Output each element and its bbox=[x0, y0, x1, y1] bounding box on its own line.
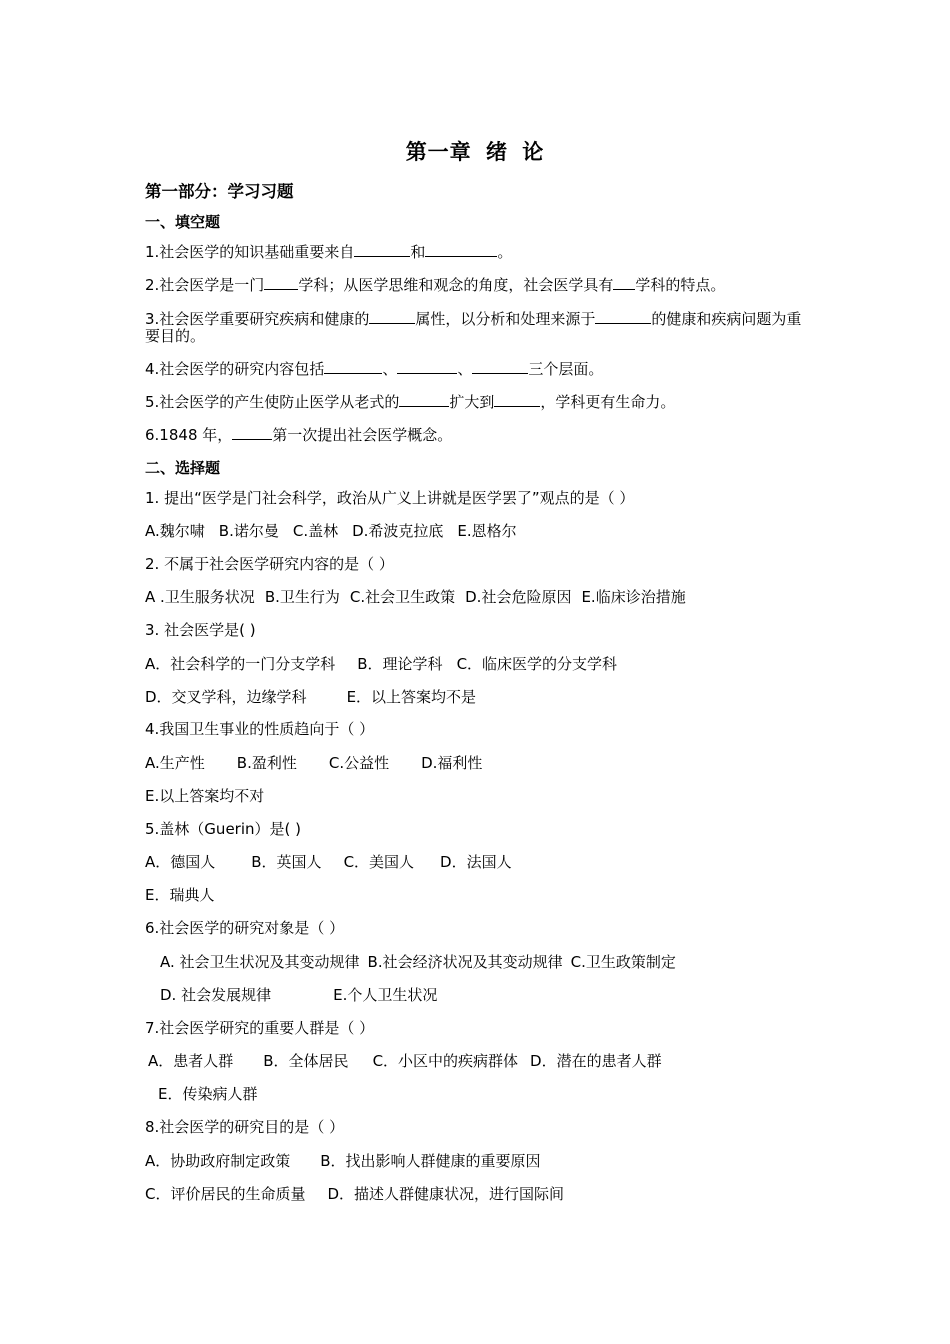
choice-options-row bbox=[145, 1185, 564, 1203]
choice-options-row bbox=[160, 986, 437, 1004]
choice-options-row bbox=[158, 1085, 257, 1103]
part-heading: 第一部分：学习习题 bbox=[145, 182, 294, 201]
choice-option[interactable]: E．以上答案均不是 bbox=[346, 688, 477, 706]
question-text: 属性，以分析和处理来源于 bbox=[415, 310, 596, 328]
choice-option[interactable]: B．找出影响人群健康的重要原因 bbox=[320, 1152, 541, 1170]
question-text: 的健康和疾病问题为重要目的。 bbox=[145, 310, 802, 345]
choice-option[interactable]: B．理论学科 bbox=[357, 655, 443, 673]
question-text: 1.社会医学的知识基础重要来自 bbox=[145, 243, 355, 261]
choice-option[interactable]: C.社会卫生政策 bbox=[349, 588, 456, 606]
question-text: 学科；从医学思维和观念的角度，社会医学具有 bbox=[298, 276, 614, 294]
fill-question-3 bbox=[145, 309, 810, 345]
fill-question-4 bbox=[145, 359, 603, 378]
choice-option[interactable]: D. 社会发展规律 bbox=[160, 986, 272, 1004]
question-text: 2.社会医学是一门 bbox=[145, 276, 265, 294]
choice-option[interactable]: B.诺尔曼 bbox=[218, 522, 279, 540]
choice-option[interactable]: C．小区中的疾病群体 bbox=[372, 1052, 519, 1070]
question-text: 、 bbox=[457, 360, 473, 378]
choice-question-stem: 7.社会医学研究的重要人群是（ ） bbox=[145, 1019, 375, 1037]
choice-option[interactable]: A. 社会卫生状况及其变动规律 bbox=[160, 953, 360, 971]
section-heading-fill-blank: 一、填空题 bbox=[145, 213, 221, 231]
question-text: 4.社会医学的研究内容包括 bbox=[145, 360, 325, 378]
answer-blank[interactable] bbox=[354, 242, 410, 257]
choice-option[interactable]: E.以上答案均不对 bbox=[145, 787, 265, 805]
choice-option[interactable]: B.盈利性 bbox=[236, 754, 297, 772]
choice-option[interactable]: E.临床诊治措施 bbox=[581, 588, 686, 606]
choice-option[interactable]: D．描述人群健康状况，进行国际间 bbox=[327, 1185, 565, 1203]
choice-option[interactable]: D．法国人 bbox=[440, 853, 512, 871]
choice-options-row bbox=[145, 1152, 541, 1170]
choice-options-row bbox=[160, 953, 676, 971]
section-heading-multiple-choice: 二、选择题 bbox=[145, 459, 221, 477]
question-text: 三个层面。 bbox=[528, 360, 604, 378]
question-text: 扩大到 bbox=[449, 393, 495, 411]
fill-question-1 bbox=[145, 242, 512, 261]
question-text: 第一次提出社会医学概念。 bbox=[272, 426, 453, 444]
choice-question-stem: 4.我国卫生事业的性质趋向于（ ） bbox=[145, 720, 375, 738]
choice-option[interactable]: B.卫生行为 bbox=[264, 588, 340, 606]
question-text: 3.社会医学重要研究疾病和健康的 bbox=[145, 310, 370, 328]
choice-option[interactable]: E.恩格尔 bbox=[457, 522, 517, 540]
question-text: 6.1848 年， bbox=[145, 426, 233, 444]
answer-blank[interactable] bbox=[399, 392, 449, 407]
choice-question-stem: 5.盖林（Guerin）是( ) bbox=[145, 820, 301, 838]
question-text: 5.社会医学的产生使防止医学从老式的 bbox=[145, 393, 400, 411]
question-text: 。 bbox=[497, 243, 513, 261]
question-text: ，学科更有生命力。 bbox=[540, 393, 676, 411]
choice-option[interactable]: A．患者人群 bbox=[148, 1052, 234, 1070]
choice-option[interactable]: C.公益性 bbox=[328, 754, 390, 772]
question-text: 和 bbox=[410, 243, 426, 261]
choice-option[interactable]: C．评价居民的生命质量 bbox=[145, 1185, 306, 1203]
choice-option[interactable]: D．交叉学科，边缘学科 bbox=[145, 688, 307, 706]
choice-option[interactable]: B．英国人 bbox=[251, 853, 322, 871]
answer-blank[interactable] bbox=[425, 242, 497, 257]
choice-option[interactable]: B.社会经济状况及其变动规律 bbox=[367, 953, 563, 971]
choice-options-row bbox=[145, 886, 214, 904]
choice-option[interactable]: A.魏尔啸 bbox=[145, 522, 205, 540]
fill-question-5 bbox=[145, 392, 675, 411]
choice-option[interactable]: D.希波克拉底 bbox=[352, 522, 444, 540]
answer-blank[interactable] bbox=[369, 309, 415, 324]
chapter-title: 第一章 绪 论 bbox=[405, 140, 545, 164]
fill-question-6 bbox=[145, 425, 452, 444]
fill-question-2 bbox=[145, 275, 725, 294]
choice-question-stem: 3. 社会医学是( ) bbox=[145, 621, 256, 639]
choice-options-row bbox=[145, 787, 264, 805]
choice-options-row bbox=[145, 522, 517, 540]
choice-options-row bbox=[145, 588, 686, 606]
choice-question-stem: 8.社会医学的研究目的是（ ） bbox=[145, 1118, 345, 1136]
answer-blank[interactable] bbox=[232, 425, 272, 440]
choice-option[interactable]: C.卫生政策制定 bbox=[570, 953, 676, 971]
choice-option[interactable]: A．德国人 bbox=[145, 853, 216, 871]
choice-option[interactable]: E.个人卫生状况 bbox=[333, 986, 438, 1004]
choice-options-row bbox=[145, 655, 617, 673]
choice-question-stem: 6.社会医学的研究对象是（ ） bbox=[145, 919, 345, 937]
answer-blank[interactable] bbox=[613, 275, 635, 290]
choice-option[interactable]: A．社会科学的一门分支学科 bbox=[145, 655, 336, 673]
answer-blank[interactable] bbox=[264, 275, 298, 290]
choice-option[interactable]: C．临床医学的分支学科 bbox=[456, 655, 618, 673]
choice-options-row bbox=[145, 853, 512, 871]
choice-question-stem: 1. 提出“医学是门社会科学，政治从广义上讲就是医学罢了”观点的是（ ） bbox=[145, 489, 635, 507]
choice-option[interactable]: B．全体居民 bbox=[263, 1052, 349, 1070]
choice-option[interactable]: A．协助政府制定政策 bbox=[145, 1152, 291, 1170]
choice-options-row bbox=[145, 688, 476, 706]
question-text: 、 bbox=[382, 360, 398, 378]
choice-option[interactable]: E．瑞典人 bbox=[145, 886, 215, 904]
choice-option[interactable]: D.福利性 bbox=[421, 754, 483, 772]
choice-options-row bbox=[145, 754, 482, 772]
choice-option[interactable]: C．美国人 bbox=[343, 853, 415, 871]
choice-option[interactable]: A .卫生服务状况 bbox=[145, 588, 255, 606]
choice-option[interactable]: D．潜在的患者人群 bbox=[530, 1052, 662, 1070]
choice-question-stem: 2. 不属于社会医学研究内容的是（ ） bbox=[145, 555, 394, 573]
choice-option[interactable]: E．传染病人群 bbox=[158, 1085, 258, 1103]
question-text: 学科的特点。 bbox=[635, 276, 726, 294]
answer-blank[interactable] bbox=[472, 359, 528, 374]
answer-blank[interactable] bbox=[324, 359, 382, 374]
answer-blank[interactable] bbox=[397, 359, 457, 374]
answer-blank[interactable] bbox=[595, 309, 651, 324]
answer-blank[interactable] bbox=[494, 392, 540, 407]
choice-option[interactable]: D.社会危险原因 bbox=[465, 588, 572, 606]
choice-option[interactable]: A.生产性 bbox=[145, 754, 205, 772]
choice-option[interactable]: C.盖林 bbox=[292, 522, 339, 540]
choice-options-row bbox=[148, 1052, 662, 1070]
